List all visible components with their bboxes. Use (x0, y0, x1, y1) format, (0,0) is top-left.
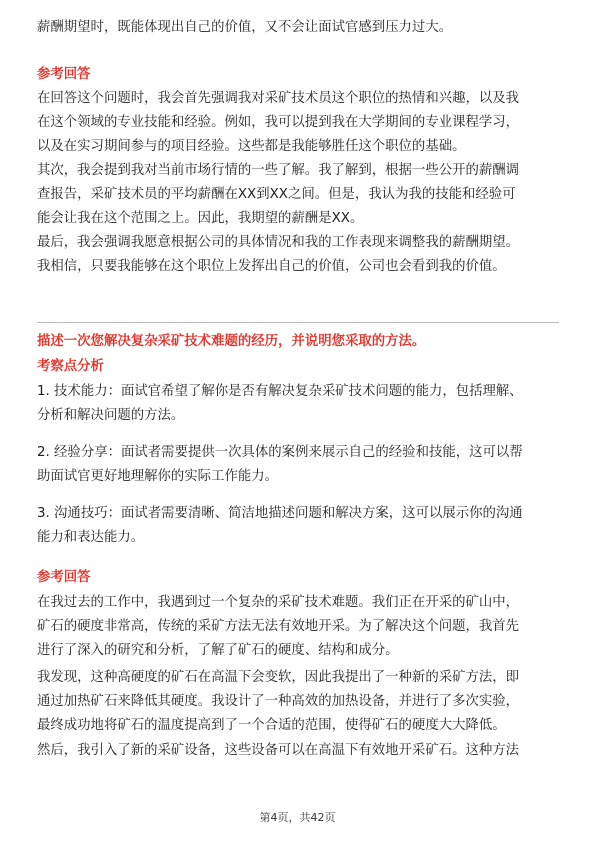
text-line: 查报告，采矿技术员的平均薪酬在XX到XX之间。但是，我认为我的技能和经验可 (37, 187, 516, 202)
text-line: 进行了深入的研究和分析，了解了矿石的硬度、结构和成分。 (37, 643, 399, 658)
answer-paragraph (37, 231, 559, 279)
text-line: 其次，我会提到我对当前市场行情的一些了解。我了解到，根据一些公开的薪酬调 (37, 163, 520, 178)
text-line: 2. 经验分享：面试者需要提供一次具体的案例来展示自己的经验和技能，这可以帮 (37, 445, 523, 460)
text-line: 最终成功地将矿石的温度提高到了一个合适的范围，使得矿石的硬度大大降低。 (37, 718, 506, 733)
analysis-point (37, 502, 559, 550)
page-number: 第4页，共42页 (259, 811, 336, 824)
text-line: 然后，我引入了新的采矿设备，这些设备可以在高温下有效地开采矿石。这种方法 (37, 743, 520, 758)
text-line: 矿石的硬度非常高，传统的采矿方法无法有效地开采。为了解决这个问题，我首先 (37, 619, 520, 634)
text-line: 薪酬期望时，既能体现出自己的价值，又不会让面试官感到压力过大。 (37, 20, 453, 35)
answer-paragraph (37, 159, 559, 231)
reference-answer-heading: 参考回答 (37, 570, 91, 585)
answer-paragraph (37, 666, 559, 738)
text-line: 助面试官更好地理解你的实际工作能力。 (37, 469, 279, 484)
text-line: 我相信，只要我能够在这个职位上发挥出自己的价值，公司也会看到我的价值。 (37, 259, 506, 274)
answer-paragraph (37, 87, 559, 159)
intro-paragraph (37, 16, 559, 40)
text-line: 分析和解决问题的方法。 (37, 408, 185, 423)
text-line: 最后，我会强调我愿意根据公司的具体情况和我的工作表现来调整我的薪酬期望。 (37, 235, 520, 250)
section-divider (37, 322, 559, 323)
analysis-heading: 考察点分析 (37, 359, 104, 374)
text-line: 以及在实习期间参与的项目经验。这些都是我能够胜任这个职位的基础。 (37, 139, 466, 154)
analysis-point (37, 441, 559, 489)
text-line: 我发现，这种高硬度的矿石在高温下会变软，因此我提出了一种新的采矿方法，即 (37, 670, 520, 685)
text-line: 能会让我在这个范围之上。因此，我期望的薪酬是XX。 (37, 211, 364, 226)
answer-paragraph (37, 591, 559, 663)
text-line: 3. 沟通技巧：面试者需要清晰、简洁地描述问题和解决方案，这可以展示你的沟通 (37, 506, 523, 521)
text-line: 通过加热矿石来降低其硬度。我设计了一种高效的加热设备，并进行了多次实验， (37, 694, 520, 709)
text-line: 能力和表达能力。 (37, 530, 145, 545)
answer-paragraph (37, 739, 559, 763)
reference-answer-heading: 参考回答 (37, 67, 91, 82)
text-line: 在回答这个问题时，我会首先强调我对采矿技术员这个职位的热情和兴趣，以及我 (37, 91, 520, 106)
text-line: 1. 技术能力：面试官希望了解你是否有解决复杂采矿技术问题的能力，包括理解、 (37, 384, 523, 399)
question-heading: 描述一次您解决复杂采矿技术难题的经历，并说明您采取的方法。 (37, 334, 426, 349)
analysis-point (37, 380, 559, 428)
text-line: 在我过去的工作中，我遇到过一个复杂的采矿技术难题。我们正在开采的矿山中， (37, 595, 520, 610)
text-line: 在这个领域的专业技能和经验。例如，我可以提到我在大学期间的专业课程学习， (37, 115, 520, 130)
